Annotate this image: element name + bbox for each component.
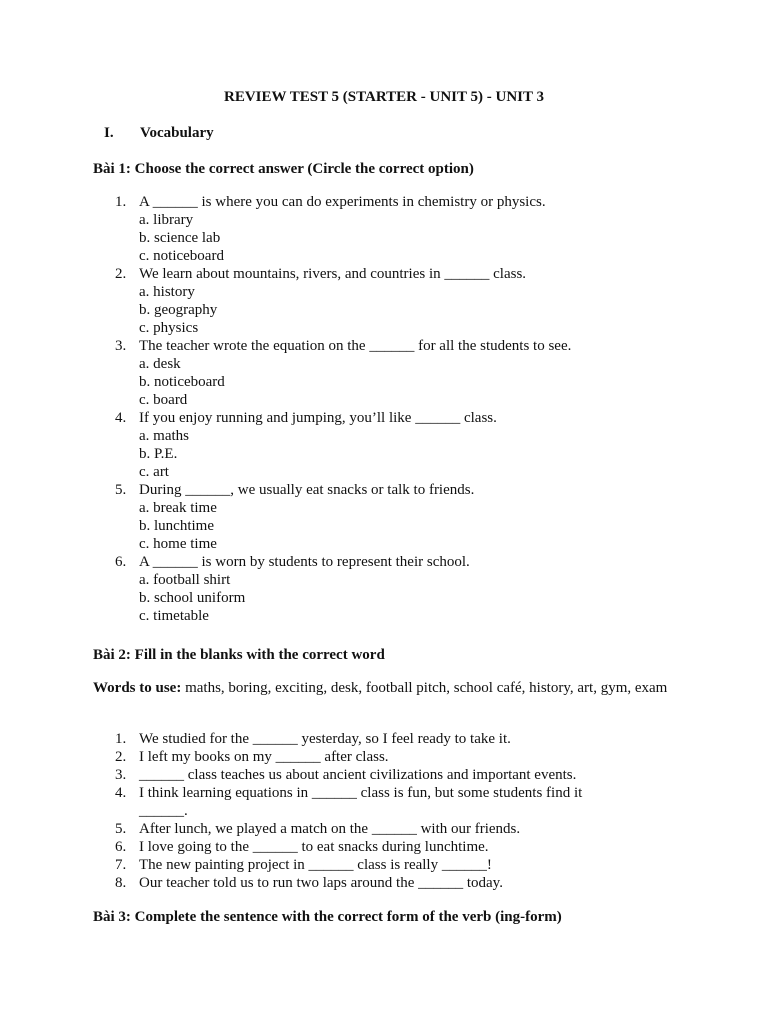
question-text: If you enjoy running and jumping, you’ll like ______ class. [139, 410, 497, 426]
answer-option[interactable]: c. timetable [139, 608, 209, 624]
answer-option[interactable]: b. science lab [139, 230, 221, 246]
question-number: 2. [115, 266, 127, 282]
question-number: 6. [115, 554, 127, 570]
question-number: 5. [115, 482, 127, 498]
question-number: 1. [115, 194, 127, 210]
bai1-heading: Bài 1: Choose the correct answer (Circle the correct option) [93, 161, 474, 177]
question-number: 3. [115, 338, 127, 354]
question-item [0, 409, 571, 481]
answer-option[interactable]: b. school uniform [139, 590, 246, 606]
section-label: Vocabulary [140, 125, 214, 141]
question-text: The teacher wrote the equation on the ______ for all the students to see. [139, 338, 572, 354]
answer-option[interactable]: a. library [139, 212, 194, 228]
question-text: During ______, we usually eat snacks or talk to friends. [139, 482, 475, 498]
sentence-text: We studied for the ______ yesterday, so I feel ready to take it. [139, 731, 511, 747]
sentence-item [0, 730, 582, 748]
sentence-number: 5. [115, 821, 127, 837]
sentence-item [0, 748, 582, 766]
answer-option[interactable]: a. maths [139, 428, 189, 444]
sentence-number: 8. [115, 875, 127, 891]
sentence-item [0, 874, 582, 892]
answer-option[interactable]: a. history [139, 284, 195, 300]
answer-option[interactable]: a. break time [139, 500, 217, 516]
word-bank [93, 679, 673, 697]
answer-option[interactable]: c. home time [139, 536, 217, 552]
answer-option[interactable]: b. lunchtime [139, 518, 214, 534]
sentence-text: I left my books on my ______ after class. [139, 749, 389, 765]
section-heading [104, 124, 214, 142]
answer-option[interactable]: b. geography [139, 302, 218, 318]
sentence-number: 6. [115, 839, 127, 855]
section-number: I. [104, 125, 114, 141]
sentence-text: I think learning equations in ______ class is fun, but some students find it [139, 785, 583, 801]
sentence-item [0, 784, 582, 820]
sentence-text: Our teacher told us to run two laps around the ______ today. [139, 875, 503, 891]
question-item [0, 265, 571, 337]
question-number: 4. [115, 410, 127, 426]
question-text: We learn about mountains, rivers, and countries in ______ class. [139, 266, 527, 282]
sentence-text: After lunch, we played a match on the ______ with our friends. [139, 821, 521, 837]
sentence-item [0, 838, 582, 856]
answer-option[interactable]: c. noticeboard [139, 248, 224, 264]
sentence-number: 2. [115, 749, 127, 765]
sentence-continuation: ______. [139, 803, 188, 819]
sentence-number: 1. [115, 731, 127, 747]
answer-option[interactable]: b. noticeboard [139, 374, 225, 390]
bai2-heading: Bài 2: Fill in the blanks with the correct word [93, 647, 385, 663]
sentence-text: I love going to the ______ to eat snacks during lunchtime. [139, 839, 489, 855]
bai2-sentence-list [0, 730, 582, 892]
question-item [0, 337, 571, 409]
bai3-heading: Bài 3: Complete the sentence with the correct form of the verb (ing-form) [93, 909, 562, 925]
question-text: A ______ is where you can do experiments in chemistry or physics. [139, 194, 546, 210]
question-item [0, 481, 571, 553]
sentence-number: 7. [115, 857, 127, 873]
word-bank-label: Words to use: [93, 680, 182, 696]
sentence-text: The new painting project in ______ class is really ______! [139, 857, 492, 873]
question-item [0, 553, 571, 625]
answer-option[interactable]: c. art [139, 464, 169, 480]
sentence-number: 3. [115, 767, 127, 783]
sentence-item [0, 766, 582, 784]
page-title: REVIEW TEST 5 (STARTER - UNIT 5) - UNIT 3 [224, 89, 544, 105]
answer-option[interactable]: b. P.E. [139, 446, 178, 462]
answer-option[interactable]: a. football shirt [139, 572, 231, 588]
question-item [0, 193, 571, 265]
question-text: A ______ is worn by students to represent their school. [139, 554, 470, 570]
bai1-question-list [0, 193, 571, 625]
sentence-text: ______ class teaches us about ancient civilizations and important events. [139, 767, 577, 783]
sentence-number: 4. [115, 785, 127, 801]
answer-option[interactable]: c. board [139, 392, 188, 408]
word-bank-words: maths, boring, exciting, desk, football pitch, school café, history, art, gym, exam [181, 680, 668, 696]
answer-option[interactable]: a. desk [139, 356, 181, 372]
sentence-item [0, 820, 582, 838]
sentence-item [0, 856, 582, 874]
answer-option[interactable]: c. physics [139, 320, 199, 336]
